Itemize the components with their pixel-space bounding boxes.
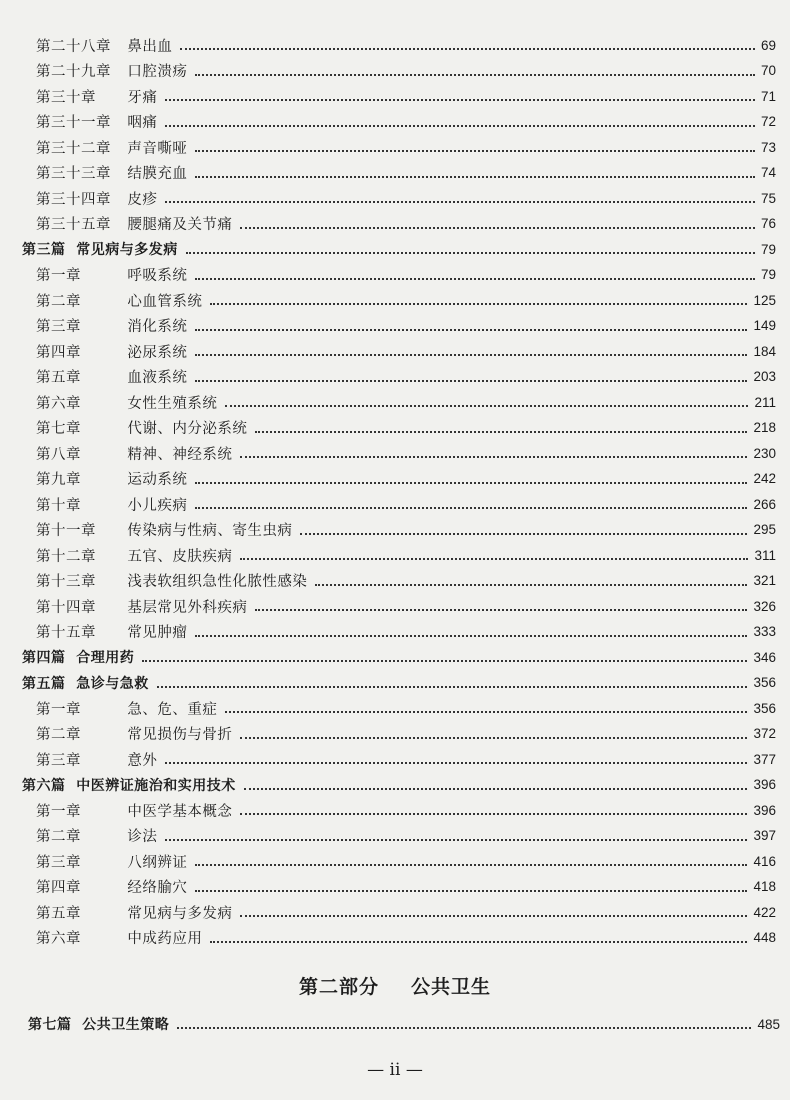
toc-entry-label — [36, 341, 187, 362]
toc-entry-title: 浅表软组织急性化脓性感染 — [127, 574, 308, 590]
toc-entry-number: 第六篇 — [22, 777, 66, 794]
section-part-label: 第二部分 — [298, 976, 379, 998]
dot-leader — [195, 378, 747, 382]
toc-entry-chapter[interactable] — [36, 493, 776, 515]
toc-entry-chapter[interactable] — [36, 111, 776, 133]
dot-leader — [195, 480, 747, 484]
toc-entry-number: 第九章 — [36, 472, 81, 488]
toc-entry-page: 326 — [753, 598, 776, 614]
toc-entry-label — [36, 825, 157, 846]
toc-entry-label — [22, 239, 178, 259]
section-title-text: 公共卫生 — [411, 976, 492, 998]
toc-entry-title: 牙痛 — [127, 89, 158, 106]
toc-entry-title: 八纲辨证 — [127, 854, 188, 871]
toc-entry-number: 第十二章 — [36, 548, 96, 565]
toc-entry-label — [36, 443, 232, 464]
toc-entry-label — [36, 162, 187, 183]
toc-entry-title: 口腔溃疡 — [127, 64, 188, 80]
dot-leader — [195, 72, 755, 76]
toc-entry-number: 第五篇 — [22, 675, 66, 692]
toc-entry-number: 第十一章 — [36, 523, 96, 539]
toc-entry-chapter[interactable] — [36, 315, 776, 337]
toc-entry-part[interactable] — [22, 646, 776, 668]
toc-entry-label — [36, 290, 202, 311]
toc-entry-page: 203 — [753, 369, 776, 384]
toc-entry-number: 第一章 — [36, 803, 81, 820]
dot-leader — [165, 199, 755, 203]
toc-entry-number: 第三十二章 — [36, 140, 111, 157]
toc-entry-label — [22, 647, 134, 667]
dot-leader — [225, 403, 748, 407]
toc-entry-number: 第七篇 — [28, 1017, 72, 1033]
toc-entry-number: 第三十一章 — [36, 115, 111, 131]
toc-entry-title: 传染病与性病、寄生虫病 — [127, 523, 293, 539]
dot-leader — [210, 301, 747, 305]
toc-entry-part[interactable] — [22, 774, 776, 796]
toc-entry-chapter[interactable] — [36, 213, 776, 235]
toc-entry-title: 呼吸系统 — [127, 268, 188, 284]
toc-entry-number: 第三篇 — [22, 242, 66, 258]
toc-entry-page: 333 — [753, 624, 776, 639]
toc-entry-title: 五官、皮肤疾病 — [127, 548, 233, 565]
toc-entry-chapter[interactable] — [36, 340, 776, 362]
toc-entry-number: 第二十九章 — [36, 64, 111, 80]
toc-entry-label — [36, 519, 292, 540]
toc-entry-number: 第一章 — [36, 268, 81, 284]
dot-leader — [195, 352, 747, 356]
toc-entry-title: 常见病与多发病 — [127, 905, 233, 922]
toc-entry-number: 第二章 — [36, 293, 81, 310]
toc-entry-label — [36, 366, 187, 387]
toc-entry-number: 第五章 — [36, 905, 81, 922]
toc-entry-label — [36, 902, 232, 923]
toc-entry-number: 第三十五章 — [36, 217, 111, 233]
toc-entry-label — [36, 111, 157, 132]
toc-entry-number: 第十四章 — [36, 599, 96, 616]
toc-entry-chapter[interactable] — [36, 187, 776, 209]
toc-entry-chapter[interactable] — [36, 417, 776, 439]
toc-entry-chapter[interactable] — [36, 595, 776, 617]
toc-entry-number: 第四章 — [36, 344, 81, 361]
toc-entry-label — [36, 927, 202, 948]
dot-leader — [240, 225, 755, 229]
toc-entry-number: 第三章 — [36, 752, 81, 769]
toc-entry-label — [36, 570, 307, 591]
toc-entry-title: 腰腿痛及关节痛 — [127, 217, 233, 233]
toc-entry-label — [22, 775, 236, 795]
toc-entry-title: 合理用药 — [76, 650, 135, 666]
toc-entry-chapter[interactable] — [36, 85, 776, 107]
toc-entry-chapter[interactable] — [36, 468, 776, 490]
toc-entry-chapter[interactable] — [36, 289, 776, 311]
toc-entry-title: 常见肿瘤 — [127, 625, 188, 641]
toc-entry-title: 泌尿系统 — [127, 344, 188, 361]
toc-entry-page: 230 — [753, 445, 776, 461]
toc-entry-chapter[interactable] — [36, 60, 776, 82]
toc-entry-label — [36, 494, 187, 515]
toc-entry-label — [22, 673, 149, 693]
toc-entry-label — [36, 392, 217, 413]
toc-entry-label — [36, 315, 187, 336]
toc-entry-page: 311 — [754, 547, 776, 563]
section-heading — [0, 972, 790, 999]
toc-entry-title: 皮疹 — [127, 191, 158, 208]
toc-entry-chapter[interactable] — [36, 136, 776, 158]
toc-entry-chapter[interactable] — [36, 391, 776, 413]
toc-entry-title: 中医学基本概念 — [127, 803, 233, 820]
toc-entry-chapter[interactable] — [36, 927, 776, 949]
toc-entry-title: 基层常见外科疾病 — [127, 599, 248, 616]
toc-entry-label — [36, 86, 157, 107]
toc-entry-page: 418 — [753, 879, 776, 894]
toc-entry-page: 211 — [754, 394, 776, 410]
dot-leader — [244, 786, 748, 790]
toc-entry-number: 第二章 — [36, 829, 81, 845]
toc-entry-label — [36, 417, 247, 438]
toc-entry-number: 第十五章 — [36, 625, 96, 641]
toc-entry-title: 经络腧穴 — [127, 880, 188, 896]
toc-entry-title: 常见病与多发病 — [76, 242, 178, 258]
toc-entry-page: 242 — [753, 471, 776, 486]
dot-leader — [240, 556, 748, 560]
toc-entry-label — [36, 35, 172, 56]
toc-entry-number: 第三十四章 — [36, 191, 111, 208]
toc-entry-chapter[interactable] — [36, 34, 776, 56]
toc-entry-label — [28, 1014, 169, 1034]
toc-entry-number: 第十三章 — [36, 574, 96, 590]
toc-entry-label — [36, 545, 232, 566]
toc-entry-label — [36, 213, 232, 234]
toc-entry-page: 372 — [753, 726, 776, 741]
dot-leader — [240, 913, 747, 917]
toc-entry-number: 第四章 — [36, 880, 81, 896]
toc-entry-chapter[interactable] — [36, 825, 776, 847]
toc-entry-page: 416 — [753, 853, 776, 869]
toc-entry-number: 第五章 — [36, 370, 81, 386]
dot-leader — [195, 276, 755, 280]
toc-entry-title: 女性生殖系统 — [127, 395, 218, 412]
dot-leader — [165, 760, 747, 764]
toc-entry-chapter[interactable] — [36, 162, 776, 184]
toc-entry-chapter[interactable] — [36, 723, 776, 745]
toc-entry-page: 266 — [753, 496, 776, 512]
toc-entry-page: 184 — [753, 343, 776, 359]
toc-entry-label — [36, 876, 187, 897]
toc-entry-page: 356 — [753, 675, 776, 690]
toc-entry-page: 69 — [760, 37, 776, 53]
dot-leader — [240, 454, 747, 458]
toc-entry-page: 295 — [753, 522, 776, 537]
toc-entry-title: 代谢、内分泌系统 — [127, 421, 248, 437]
toc-entry-title: 运动系统 — [127, 472, 188, 488]
toc-entry-chapter[interactable] — [36, 570, 776, 592]
toc-entry-title: 心血管系统 — [127, 293, 203, 310]
dot-leader — [240, 735, 747, 739]
toc-entry-chapter[interactable] — [36, 544, 776, 566]
toc-entry-page: 75 — [760, 190, 776, 206]
toc-entry-label — [36, 264, 187, 285]
toc-entry-page: 125 — [753, 292, 776, 308]
toc-entry-number: 第一章 — [36, 701, 81, 718]
dot-leader — [157, 684, 748, 688]
toc-entry-title: 精神、神经系统 — [127, 446, 233, 463]
toc-entry-chapter[interactable] — [36, 901, 776, 923]
toc-entry-label — [36, 621, 187, 642]
toc-entry-page: 76 — [760, 216, 776, 231]
toc-entry-chapter[interactable] — [36, 697, 776, 719]
dot-leader — [180, 46, 755, 50]
toc-entry-chapter[interactable] — [36, 799, 776, 821]
toc-entry-number: 第四篇 — [22, 650, 66, 666]
toc-entry-chapter[interactable] — [36, 876, 776, 898]
toc-entry-chapter[interactable] — [36, 850, 776, 872]
toc-entry-title: 咽痛 — [127, 115, 158, 131]
toc-entry-number: 第八章 — [36, 446, 81, 463]
dot-leader — [142, 658, 747, 662]
toc-entry-page: 448 — [753, 930, 776, 945]
toc-entry-number: 第三章 — [36, 319, 81, 335]
toc-entry-chapter[interactable] — [36, 442, 776, 464]
toc-entry-page: 74 — [760, 165, 776, 180]
toc-entry-page: 73 — [760, 139, 776, 155]
dot-leader — [195, 174, 755, 178]
toc-entry-title: 诊法 — [127, 829, 158, 845]
toc-entry-label — [36, 851, 187, 872]
toc-entry-label — [36, 60, 187, 81]
toc-entry-number: 第七章 — [36, 421, 81, 437]
toc-entry-number: 第三十三章 — [36, 166, 111, 182]
toc-entry-part[interactable] — [22, 672, 776, 694]
toc-entry-part-final[interactable] — [28, 1013, 780, 1035]
dot-leader — [255, 429, 747, 433]
toc-entry-page: 218 — [753, 420, 776, 435]
toc-entry-page: 321 — [753, 573, 776, 588]
dot-leader — [177, 1025, 751, 1029]
toc-entry-number: 第三章 — [36, 854, 81, 871]
toc-entry-page: 72 — [760, 114, 776, 129]
toc-entry-title: 血液系统 — [127, 370, 188, 386]
toc-entry-title: 意外 — [127, 752, 158, 769]
toc-entry-title: 中成药应用 — [127, 931, 203, 947]
toc-entry-chapter[interactable] — [36, 748, 776, 770]
toc-entry-label — [36, 800, 232, 821]
toc-entry-title: 常见损伤与骨折 — [127, 727, 233, 743]
dot-leader — [195, 505, 747, 509]
dot-leader — [165, 837, 747, 841]
toc-entry-page: 346 — [753, 649, 776, 665]
toc-entry-title: 结膜充血 — [127, 166, 188, 182]
toc-entry-chapter[interactable] — [36, 519, 776, 541]
toc-entry-label — [36, 188, 157, 209]
toc-entry-number: 第二章 — [36, 727, 81, 743]
toc-entry-label — [36, 698, 217, 719]
toc-entry-number: 第六章 — [36, 931, 81, 947]
toc-entry-page: 356 — [753, 700, 776, 716]
toc-entry-page: 71 — [760, 88, 776, 104]
toc-entry-page: 422 — [753, 904, 776, 920]
toc-entry-title: 小儿疾病 — [127, 497, 188, 514]
toc-entry-page: 149 — [753, 318, 776, 333]
dot-leader — [195, 633, 747, 637]
toc-entry-number: 第十章 — [36, 497, 81, 514]
toc-entry-title: 急、危、重症 — [127, 701, 218, 718]
toc-entry-title: 消化系统 — [127, 319, 188, 335]
toc-entry-label — [36, 468, 187, 489]
toc-entry-label — [36, 596, 247, 617]
toc-entry-title: 急诊与急救 — [76, 675, 149, 692]
toc-entry-number: 第三十章 — [36, 89, 96, 106]
toc-entry-label — [36, 749, 157, 770]
dot-leader — [165, 123, 755, 127]
dot-leader — [195, 148, 755, 152]
toc-entry-page: 377 — [753, 751, 776, 767]
toc-entry-page: 397 — [753, 828, 776, 843]
page-footer: — ii — — [367, 1060, 423, 1080]
toc-entry-title: 公共卫生策略 — [82, 1017, 170, 1033]
dot-leader — [195, 862, 747, 866]
toc-entry-label — [36, 137, 187, 158]
toc-entry-number: 第六章 — [36, 395, 81, 412]
toc-entry-page: 70 — [760, 63, 776, 78]
dot-leader — [195, 888, 747, 892]
toc-entry-title: 声音嘶哑 — [127, 140, 188, 157]
toc-entry-page: 396 — [753, 802, 776, 818]
toc-entry-title: 中医辨证施治和实用技术 — [76, 777, 236, 794]
toc-entry-page: 485 — [757, 1016, 780, 1032]
dot-leader — [210, 939, 747, 943]
dot-leader — [195, 327, 747, 331]
dot-leader — [225, 709, 747, 713]
toc-entry-title: 鼻出血 — [127, 38, 173, 55]
dot-leader — [300, 531, 747, 535]
toc-entry-chapter[interactable] — [36, 264, 776, 286]
toc-entry-chapter[interactable] — [36, 621, 776, 643]
toc-entry-number: 第二十八章 — [36, 38, 111, 55]
toc-entry-part[interactable] — [22, 238, 776, 260]
toc-entry-chapter[interactable] — [36, 366, 776, 388]
dot-leader — [240, 811, 747, 815]
toc-entry-page: 79 — [760, 267, 776, 282]
toc-entry-page: 396 — [753, 777, 776, 792]
dot-leader — [255, 607, 747, 611]
dot-leader — [165, 97, 755, 101]
toc-entry-label — [36, 723, 232, 744]
toc-entry-page: 79 — [760, 241, 776, 257]
dot-leader — [186, 250, 755, 254]
dot-leader — [315, 582, 747, 586]
